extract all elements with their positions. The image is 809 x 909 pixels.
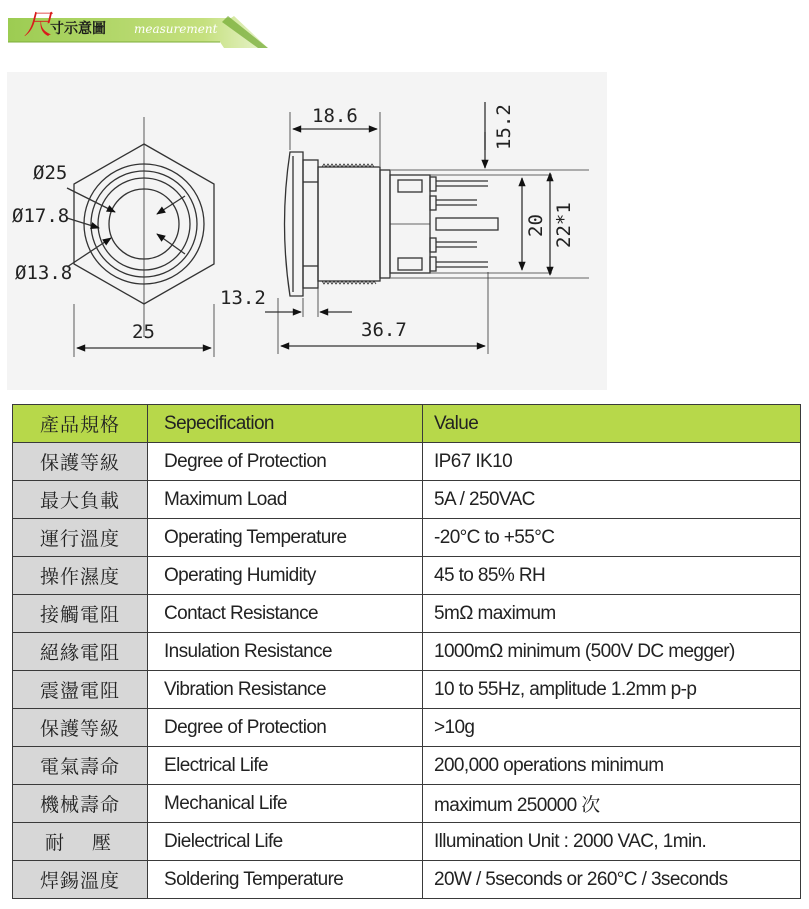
label-front-width: 25: [132, 321, 155, 343]
row-value: >10g: [423, 709, 801, 747]
row-value: -20°C to +55°C: [423, 519, 801, 557]
row-value: IP67 IK10: [423, 443, 801, 481]
label-total-length: 36.7: [361, 319, 407, 341]
side-thread: [318, 167, 380, 281]
row-label-cn: 操作濕度: [13, 557, 148, 595]
table-row: [13, 671, 801, 709]
table-row: [13, 443, 801, 481]
row-spec: Operating Humidity: [148, 557, 423, 595]
row-label-cn: 接觸電阻: [13, 595, 148, 633]
side-terminals: [430, 177, 498, 271]
row-spec: Vibration Resistance: [148, 671, 423, 709]
row-value: maximum 250000 次: [423, 785, 801, 823]
table-row: [13, 595, 801, 633]
specification-table: [12, 404, 801, 899]
table-row: [13, 861, 801, 899]
row-spec: Operating Temperature: [148, 519, 423, 557]
row-value: 200,000 operations minimum: [423, 747, 801, 785]
row-spec: Degree of Protection: [148, 709, 423, 747]
header-cell-cn: 產品規格: [13, 405, 148, 443]
row-spec: Dielectrical Life: [148, 823, 423, 861]
header-cell-value: Value: [423, 405, 801, 443]
row-label-cn: 絕緣電阻: [13, 633, 148, 671]
banner-title-cn: 寸示意圖: [50, 21, 106, 37]
row-label-cn: 耐壓: [13, 823, 148, 861]
row-label-cn: 機械壽命: [13, 785, 148, 823]
row-value: 10 to 55Hz, amplitude 1.2mm p-p: [423, 671, 801, 709]
label-body-height: 20: [525, 214, 547, 237]
row-label-cn: 運行溫度: [13, 519, 148, 557]
row-label-cn: 震盪電阻: [13, 671, 148, 709]
row-label-cn: 電氣壽命: [13, 747, 148, 785]
row-spec: Contact Resistance: [148, 595, 423, 633]
banner-title-en: measurement: [134, 22, 218, 36]
label-inner-diameter: Ø13.8: [15, 262, 73, 284]
table-row: [13, 481, 801, 519]
row-spec: Maximum Load: [148, 481, 423, 519]
dimension-drawing: [7, 72, 607, 390]
label-ring-diameter: Ø17.8: [12, 205, 70, 227]
side-cap: [285, 152, 304, 296]
banner-glyph: 尺: [24, 8, 53, 41]
table-row: [13, 557, 801, 595]
row-spec: Mechanical Life: [148, 785, 423, 823]
table-row: [13, 519, 801, 557]
table-row: [13, 709, 801, 747]
row-spec: Degree of Protection: [148, 443, 423, 481]
label-head-length: 18.6: [312, 105, 358, 127]
header-cell-spec: Sepecification: [148, 405, 423, 443]
side-nut: [303, 160, 318, 288]
label-outer-diameter: Ø25: [33, 162, 68, 184]
row-label-cn: 焊錫溫度: [13, 861, 148, 899]
row-value: 1000mΩ minimum (500V DC megger): [423, 633, 801, 671]
table-row: [13, 823, 801, 861]
drawing-canvas: [7, 72, 607, 390]
label-terminal-height: 15.2: [493, 104, 515, 150]
row-spec: Electrical Life: [148, 747, 423, 785]
row-spec: Insulation Resistance: [148, 633, 423, 671]
label-mount-size: 22*1: [553, 202, 575, 248]
row-spec: Soldering Temperature: [148, 861, 423, 899]
row-value: Illumination Unit : 2000 VAC, 1min.: [423, 823, 801, 861]
row-value: 5mΩ maximum: [423, 595, 801, 633]
row-label-cn: 保護等級: [13, 443, 148, 481]
row-value: 45 to 85% RH: [423, 557, 801, 595]
table-row: [13, 633, 801, 671]
table-row: [13, 747, 801, 785]
label-thread-length: 13.2: [220, 287, 266, 309]
table-row: [13, 785, 801, 823]
row-value: 5A / 250VAC: [423, 481, 801, 519]
row-value: 20W / 5seconds or 260°C / 3seconds: [423, 861, 801, 899]
row-label-cn: 保護等級: [13, 709, 148, 747]
row-label-cn: 最大負載: [13, 481, 148, 519]
table-header-row: [13, 405, 801, 443]
section-banner: [6, 8, 268, 50]
